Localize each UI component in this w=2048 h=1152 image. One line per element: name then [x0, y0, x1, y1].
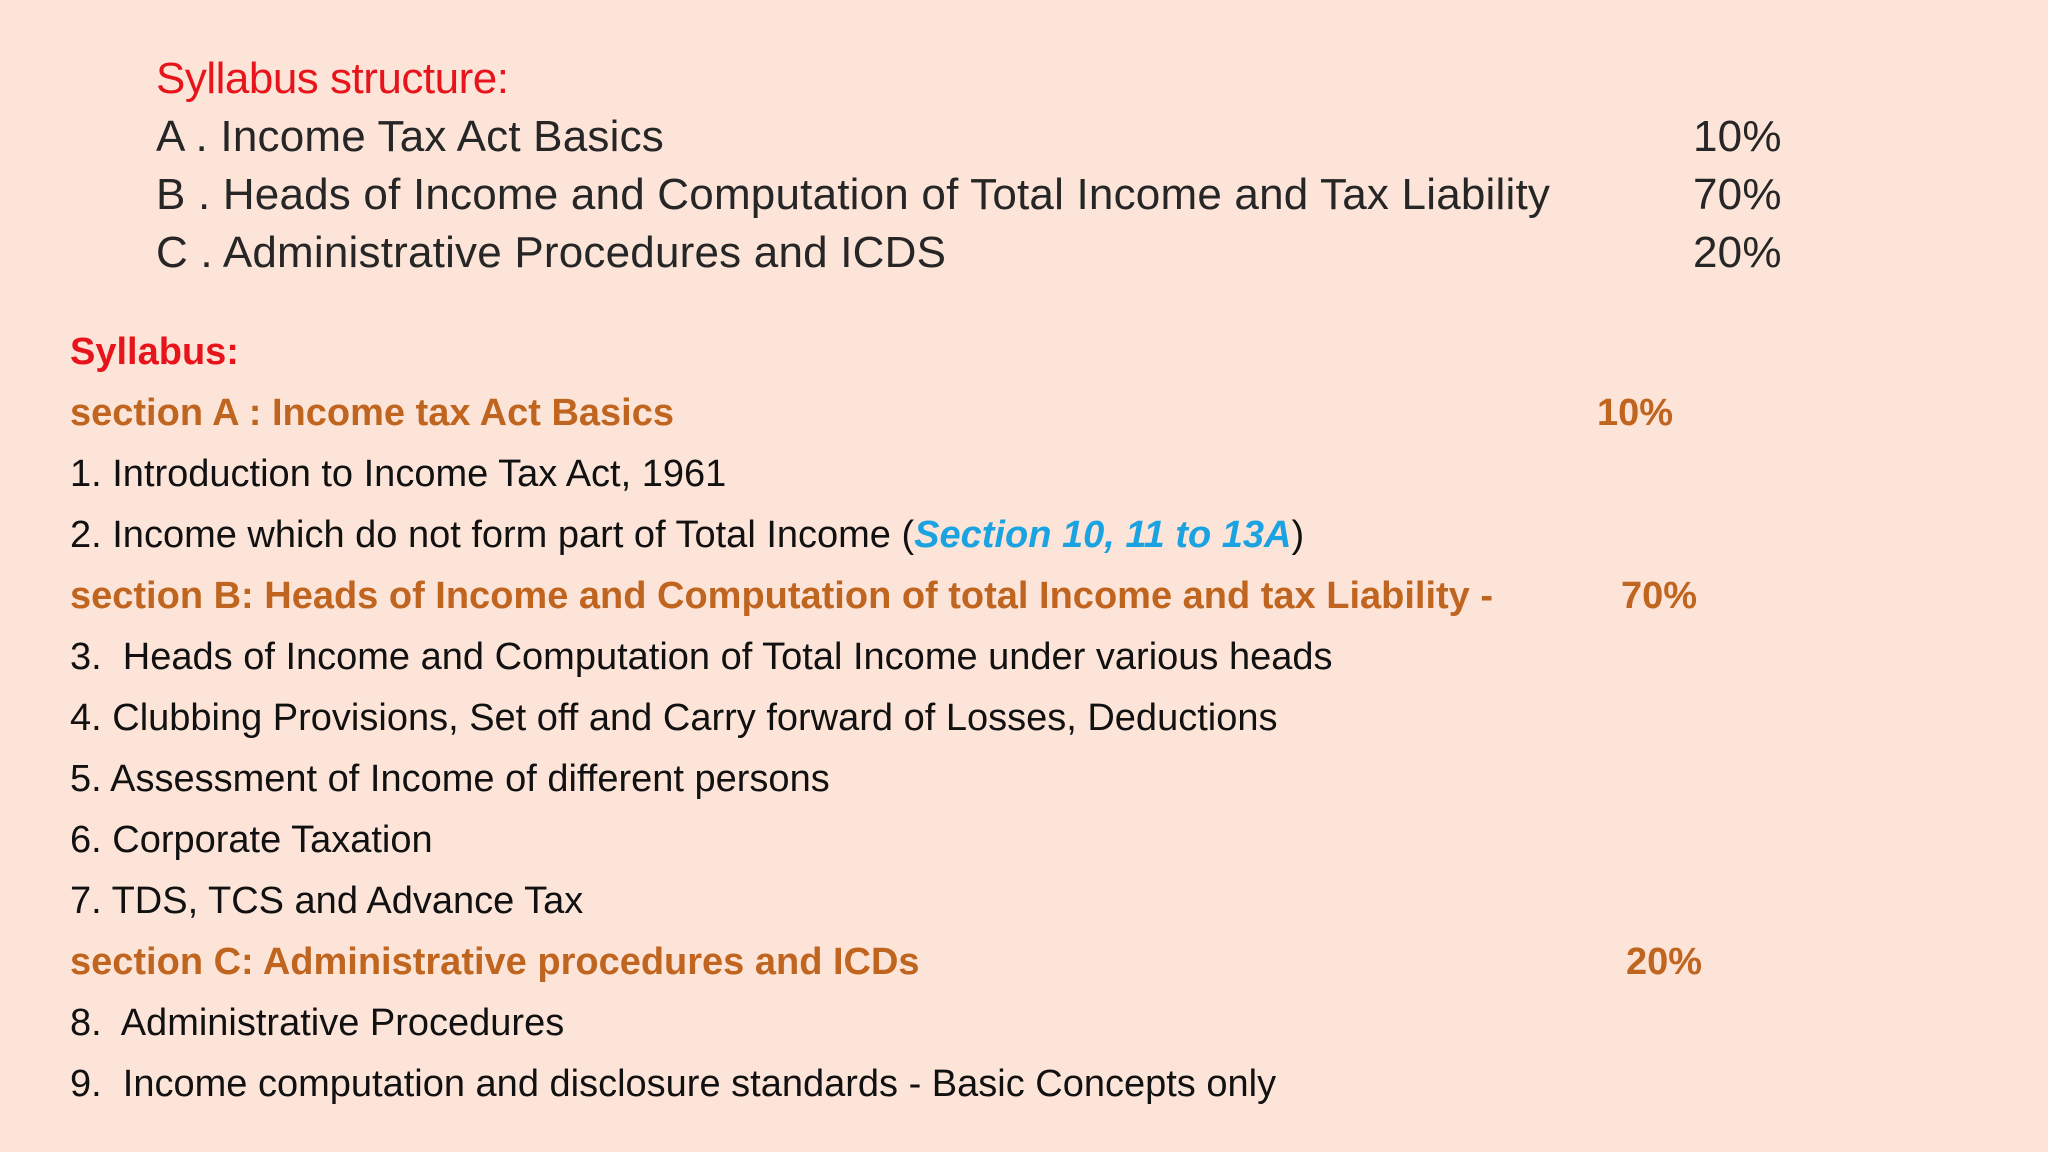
structure-row-b [156, 166, 1796, 224]
section-percent: 20% [1626, 941, 1703, 983]
syllabus-item-5: 5. Assessment of Income of different persons [70, 758, 830, 800]
section-heading-text: section B: Heads of Income and Computation of total Income and tax Liability - [70, 575, 1494, 617]
item-text: 2. Income which do not form part of Total Income ( [70, 514, 915, 556]
structure-row-percent: 20% [1693, 228, 1782, 277]
structure-row-label: C . Administrative Procedures and ICDS [156, 228, 947, 277]
section-a-heading [70, 383, 1970, 444]
structure-row-a [156, 108, 1796, 166]
section-percent: 70% [1621, 575, 1698, 617]
structure-row-label: B . Heads of Income and Computation of Total Income and Tax Liability [156, 170, 1551, 219]
syllabus-item-1: 1. Introduction to Income Tax Act, 1961 [70, 453, 727, 495]
section-heading-text: section C: Administrative procedures and ICDs [70, 941, 920, 983]
syllabus-item-7: 7. TDS, TCS and Advance Tax [70, 880, 584, 922]
section-reference: Section 10, 11 to 13A [914, 514, 1292, 556]
syllabus-item-6: 6. Corporate Taxation [70, 819, 433, 861]
syllabus-item-9: 9. Income computation and disclosure standards - Basic Concepts only [70, 1063, 1277, 1105]
syllabus-structure [156, 50, 1796, 282]
syllabus-item-2 [70, 505, 1970, 566]
structure-row-label: A . Income Tax Act Basics [156, 112, 664, 161]
section-c-heading [70, 932, 1970, 993]
item-text: ) [1291, 514, 1305, 556]
syllabus-item-8: 8. Administrative Procedures [70, 1002, 565, 1044]
syllabus-item-3: 3. Heads of Income and Computation of Total Income under various heads [70, 636, 1333, 678]
section-b-heading [70, 566, 1970, 627]
section-heading-text: section A : Income tax Act Basics [70, 392, 674, 434]
structure-title: Syllabus structure: [156, 54, 509, 103]
section-percent: 10% [1597, 392, 1674, 434]
syllabus-title: Syllabus: [70, 331, 239, 373]
syllabus-detail [70, 322, 1970, 1115]
syllabus-item-4: 4. Clubbing Provisions, Set off and Carry forward of Losses, Deductions [70, 697, 1278, 739]
structure-row-c [156, 224, 1796, 282]
structure-row-percent: 10% [1693, 112, 1782, 161]
structure-row-percent: 70% [1693, 170, 1782, 219]
